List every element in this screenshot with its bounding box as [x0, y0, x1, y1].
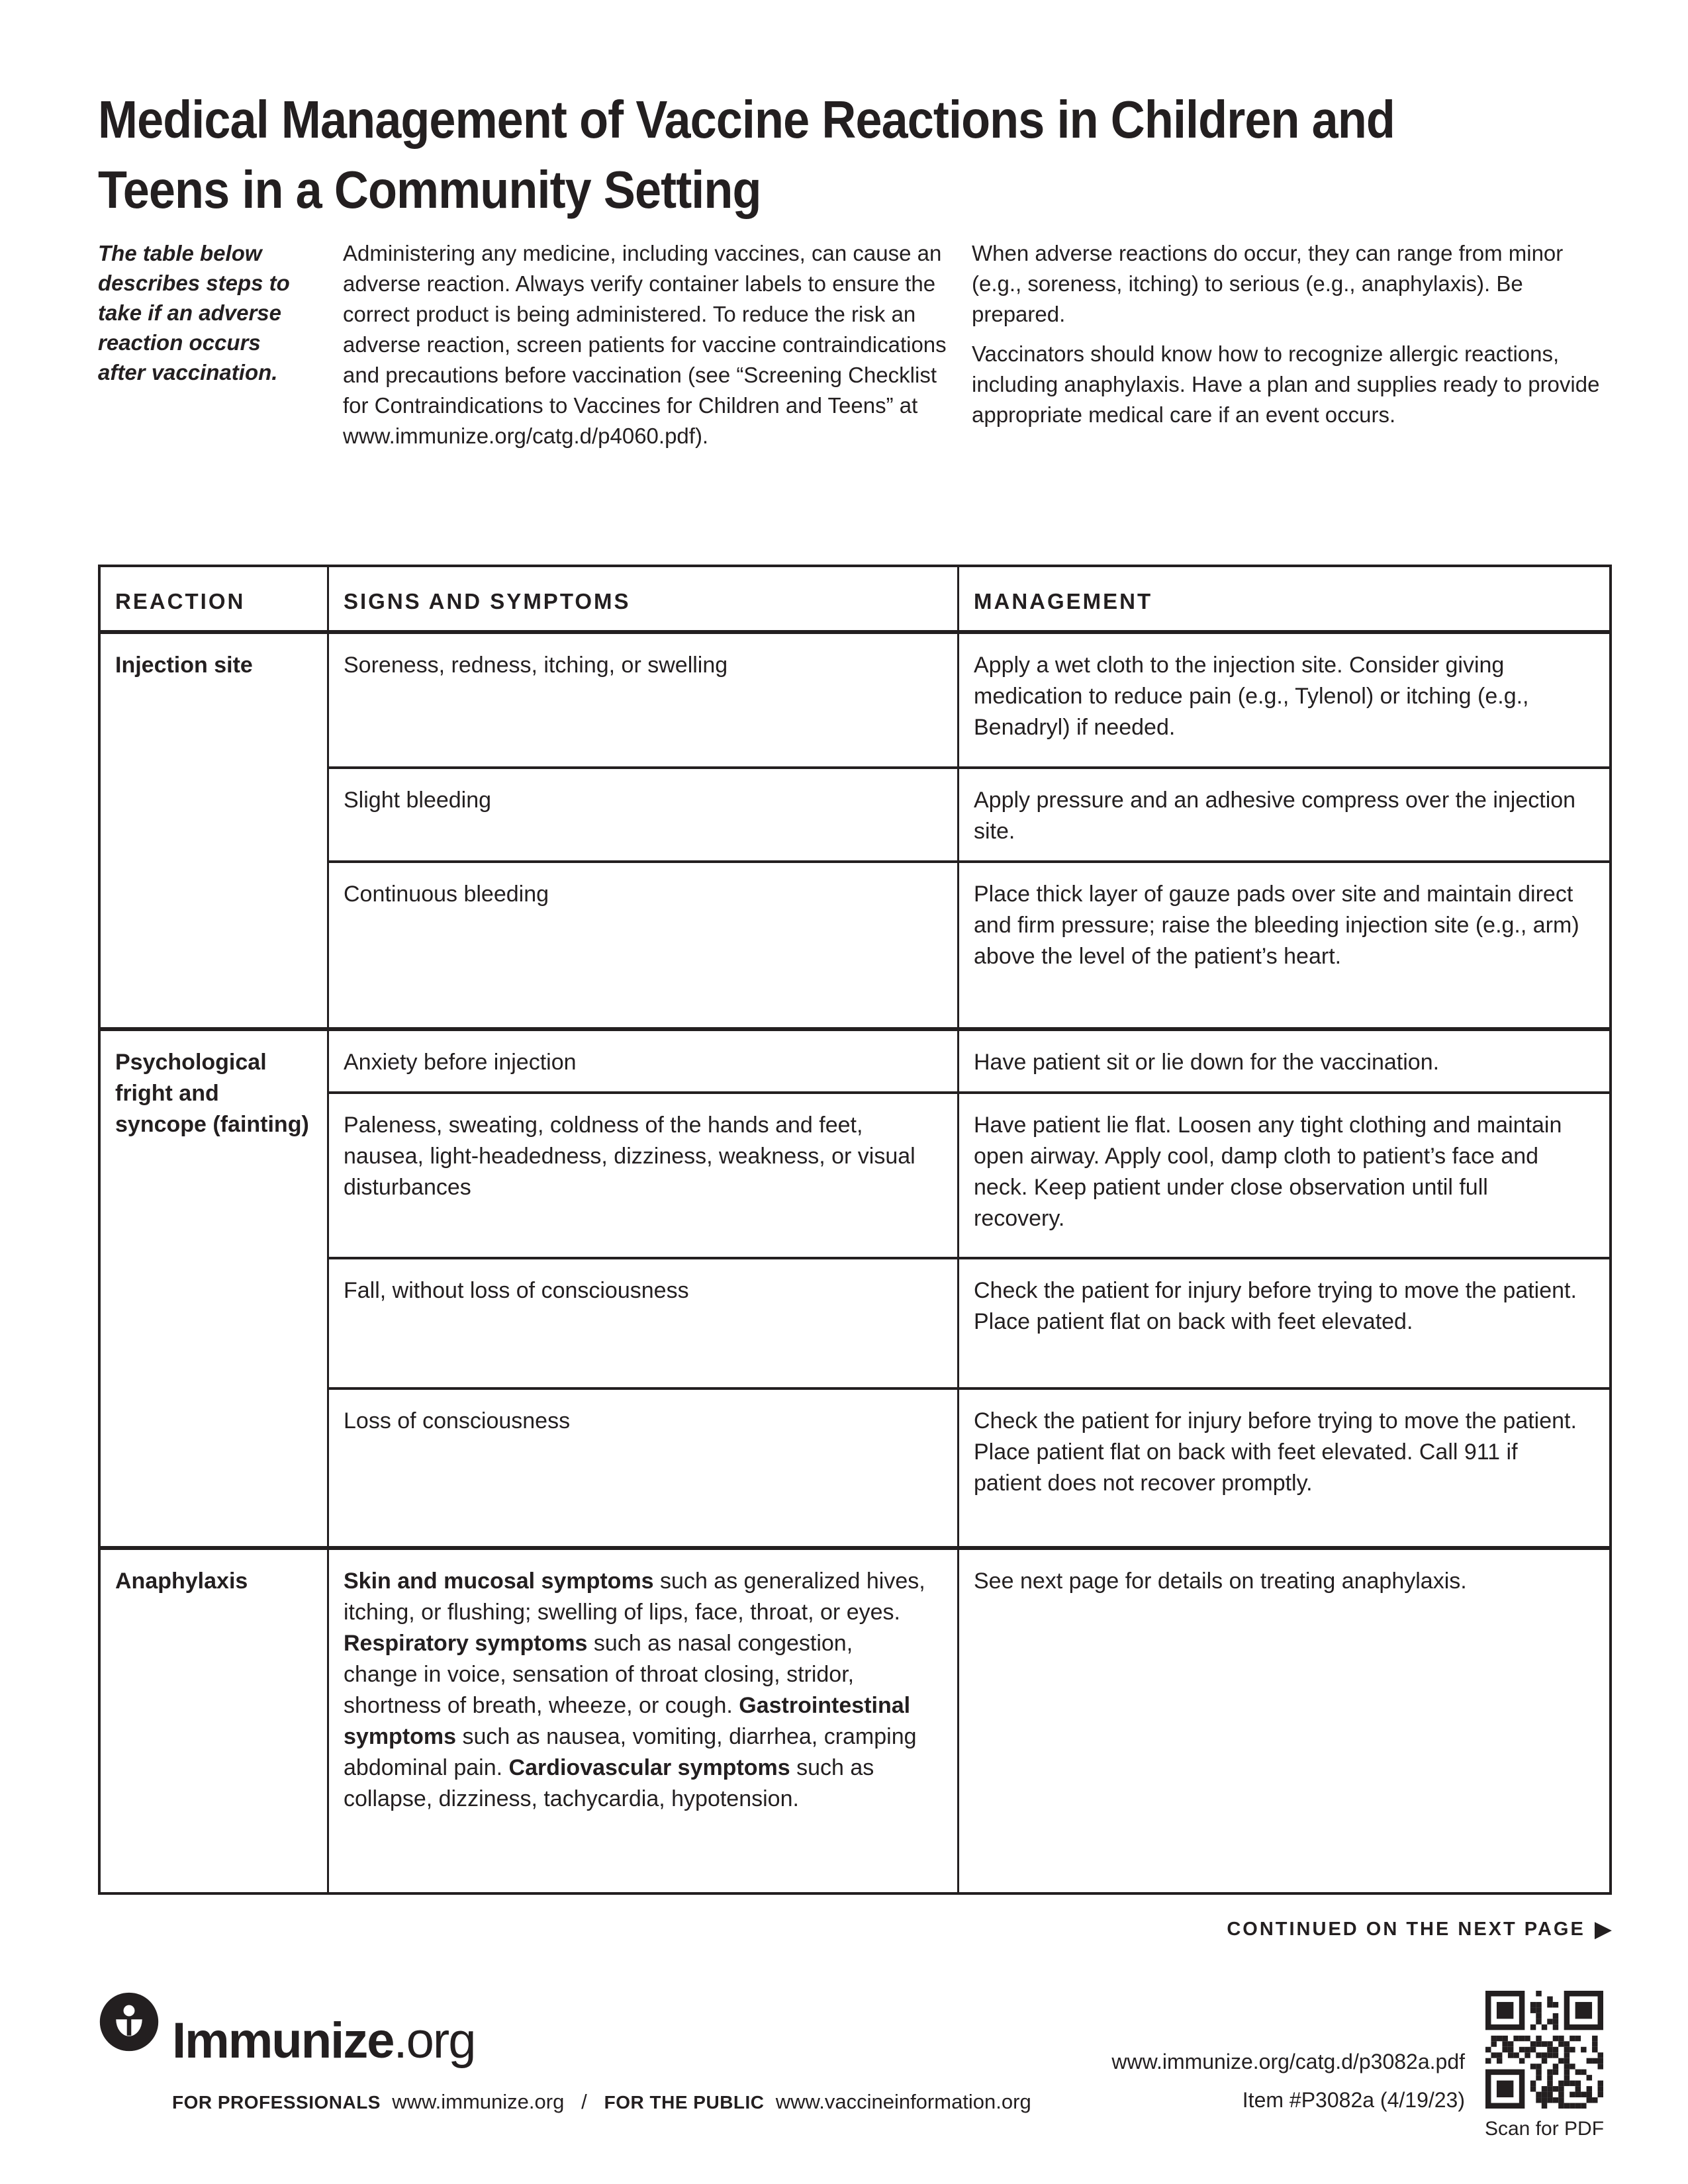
management-cell: Have patient lie flat. Loosen any tight clothing and maintain open airway. Apply cool, damp cloth to patient’s face and neck. Keep patient under close observation until full recovery. [957, 1091, 1609, 1257]
scan-for-pdf-label: Scan for PDF [1484, 2118, 1605, 2140]
immunize-logo-icon [98, 1991, 160, 2053]
intro-paragraph-1: Administering any medicine, including vaccines, can cause an adverse reaction. Always verify container labels to ensure the correct product is being administered. To reduce the risk an adverse reaction, screen patients for vaccine contraindications and precautions before vaccination (see “Screening Checklist for Contraindications to Vaccines for Children and Teens” at www.immunize.org/catg.d/p4060.pdf). [343, 241, 947, 448]
brand-wordmark [172, 2012, 475, 2070]
management-cell: See next page for details on treating anaphylaxis. [957, 1546, 1609, 1892]
intro-paragraph-2: When adverse reactions do occur, they can range from minor (e.g., soreness, itching) to serious (e.g., anaphylaxis). Be prepared. [972, 241, 1564, 326]
for-public-label: FOR THE PUBLIC [604, 2092, 765, 2113]
management-cell: Apply pressure and an adhesive compress over the injection site. [957, 766, 1609, 860]
item-number: Item #P3082a (4/19/23) [1242, 2088, 1465, 2112]
signs-cell: Continuous bleeding [327, 860, 957, 1027]
management-cell: Check the patient for injury before trying to move the patient. Place patient flat on back with feet elevated. [957, 1257, 1609, 1387]
professionals-url: www.immunize.org [392, 2090, 565, 2113]
qr-code [1485, 1991, 1603, 2109]
for-professionals-label: FOR PROFESSIONALS [172, 2092, 381, 2113]
signs-cell: Loss of consciousness [327, 1387, 957, 1546]
management-cell: Have patient sit or lie down for the vaccination. [957, 1027, 1609, 1091]
management-cell: Place thick layer of gauze pads over site and maintain direct and firm pressure; raise the bleeding injection site (e.g., arm) above the level of the patient’s heart. [957, 860, 1609, 1027]
intro-paragraph-3: Vaccinators should know how to recognize allergic reactions, including anaphylaxis. Have a plan and supplies ready to provide appropriate medical care if an event occurs. [972, 341, 1600, 427]
continued-label: CONTINUED ON THE NEXT PAGE [1227, 1918, 1585, 1940]
signs-cell: Skin and mucosal symptoms such as generalized hives, itching, or flushing; swelling of lips, face, throat, or eyes. Respiratory symptoms such as nasal congestion, change in voice, sensation of throat closing, stridor, shortness of breath, wheeze, or cough. Gastrointestinal symptoms such as nausea, vomiting, diarrhea, cramping abdominal pain. Cardiovascular symptoms such as collapse, dizziness, tachycardia, hypotension. [327, 1546, 957, 1892]
signs-cell: Slight bleeding [327, 766, 957, 860]
continued-note [1227, 1918, 1612, 1940]
footer-links [172, 2090, 1031, 2114]
brand-suffix: .org [393, 2013, 475, 2069]
signs-cell: Paleness, sweating, coldness of the hands and feet, nausea, light-headedness, dizziness, weakness, or visual disturbances [327, 1091, 957, 1257]
column-header-reaction: REACTION [115, 589, 246, 614]
footer-meta [1111, 2042, 1465, 2119]
public-url: www.vaccineinformation.org [775, 2090, 1031, 2113]
reaction-cell: Psychological fright and syncope (fainting) [101, 1027, 327, 1546]
reaction-table [98, 565, 1612, 1895]
reaction-cell: Injection site [101, 630, 327, 1027]
brand-name: Immunize [172, 2013, 394, 2069]
reaction-cell: Anaphylaxis [101, 1546, 327, 1892]
management-cell: Check the patient for injury before trying to move the patient. Place patient flat on back with feet elevated. Call 911 if patient does not recover promptly. [957, 1387, 1609, 1546]
signs-cell: Anxiety before injection [327, 1027, 957, 1091]
signs-cell: Fall, without loss of consciousness [327, 1257, 957, 1387]
management-cell: Apply a wet cloth to the injection site. Consider giving medication to reduce pain (e.g., Tylenol) or itching (e.g., Benadryl) if needed. [957, 630, 1609, 766]
divider-slash: / [581, 2090, 587, 2113]
column-header-signs: SIGNS AND SYMPTOMS [327, 567, 957, 630]
continued-arrow-icon: ▶ [1594, 1917, 1612, 1942]
intro-column-2 [972, 238, 1604, 430]
signs-cell: Soreness, redness, itching, or swelling [327, 630, 957, 766]
intro-aside-note: The table below describes steps to take if an adverse reaction occurs after vaccination. [98, 241, 290, 385]
pdf-url: www.immunize.org/catg.d/p3082a.pdf [1111, 2050, 1465, 2073]
column-header-management: MANAGEMENT [957, 567, 1609, 630]
intro-section [98, 238, 1604, 451]
page-title: Medical Management of Vaccine Reactions in Children and Teens in a Community Setting [98, 90, 1395, 219]
